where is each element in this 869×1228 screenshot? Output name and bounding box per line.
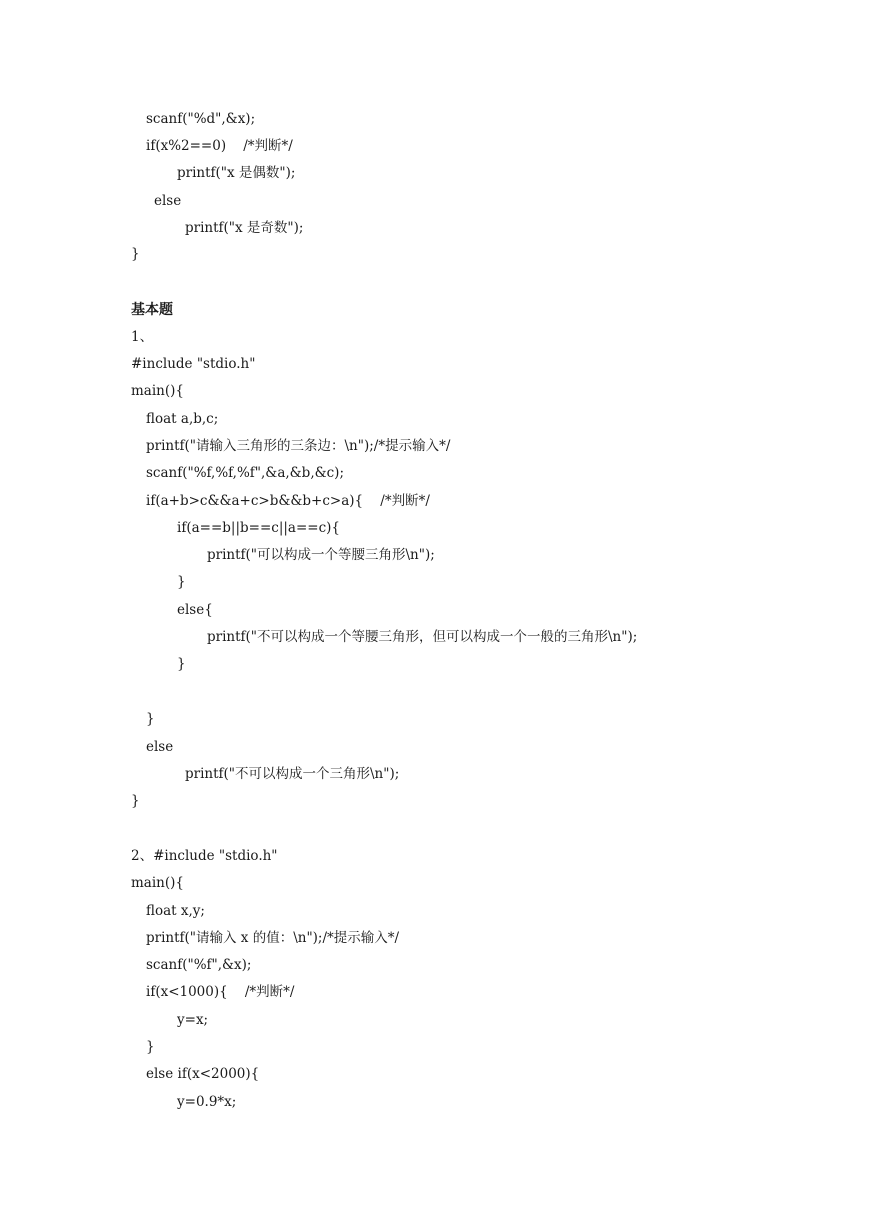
code-line: else{: [177, 602, 213, 618]
code-line: else if(x<2000){: [146, 1066, 260, 1082]
code-line: printf("x 是偶数");: [177, 165, 296, 181]
code-line: else: [146, 739, 174, 755]
code-line: }: [131, 793, 140, 809]
code-line: printf("请输入 x 的值：\n");/*提示输入*/: [146, 930, 400, 946]
code-line: main(){: [131, 875, 184, 891]
code-line: }: [177, 574, 186, 590]
code-line: float x,y;: [146, 903, 205, 919]
code-line: float a,b,c;: [146, 411, 219, 427]
code-line: }: [146, 711, 155, 727]
code-line: }: [146, 1039, 155, 1055]
code-line: scanf("%f,%f,%f",&a,&b,&c);: [146, 465, 344, 481]
code-line: y=0.9*x;: [177, 1094, 237, 1110]
code-line: }: [131, 246, 140, 262]
code-line: }: [177, 656, 186, 672]
code-line: printf("请输入三角形的三条边：\n");/*提示输入*/: [146, 438, 451, 454]
code-line: printf("可以构成一个等腰三角形\n");: [207, 547, 435, 563]
code-line: scanf("%d",&x);: [146, 111, 256, 127]
code-line: printf("不可以构成一个等腰三角形，但可以构成一个一般的三角形\n");: [207, 629, 638, 645]
section-heading: 基本题: [131, 302, 173, 318]
code-line: printf("不可以构成一个三角形\n");: [185, 766, 400, 782]
code-line: main(){: [131, 383, 184, 399]
code-line: else: [154, 193, 182, 209]
code-line: if(x%2==0) /*判断*/: [146, 138, 293, 154]
code-line: 2、#include "stdio.h": [131, 848, 278, 864]
code-line: #include "stdio.h": [131, 356, 256, 372]
code-line: printf("x 是奇数");: [185, 220, 304, 236]
code-line: if(a+b>c&&a+c>b&&b+c>a){ /*判断*/: [146, 493, 430, 509]
code-line: scanf("%f",&x);: [146, 957, 252, 973]
code-line: if(x<1000){ /*判断*/: [146, 984, 295, 1000]
code-line: if(a==b||b==c||a==c){: [177, 520, 341, 536]
code-line: y=x;: [177, 1012, 209, 1028]
question-number: 1、: [131, 329, 154, 345]
